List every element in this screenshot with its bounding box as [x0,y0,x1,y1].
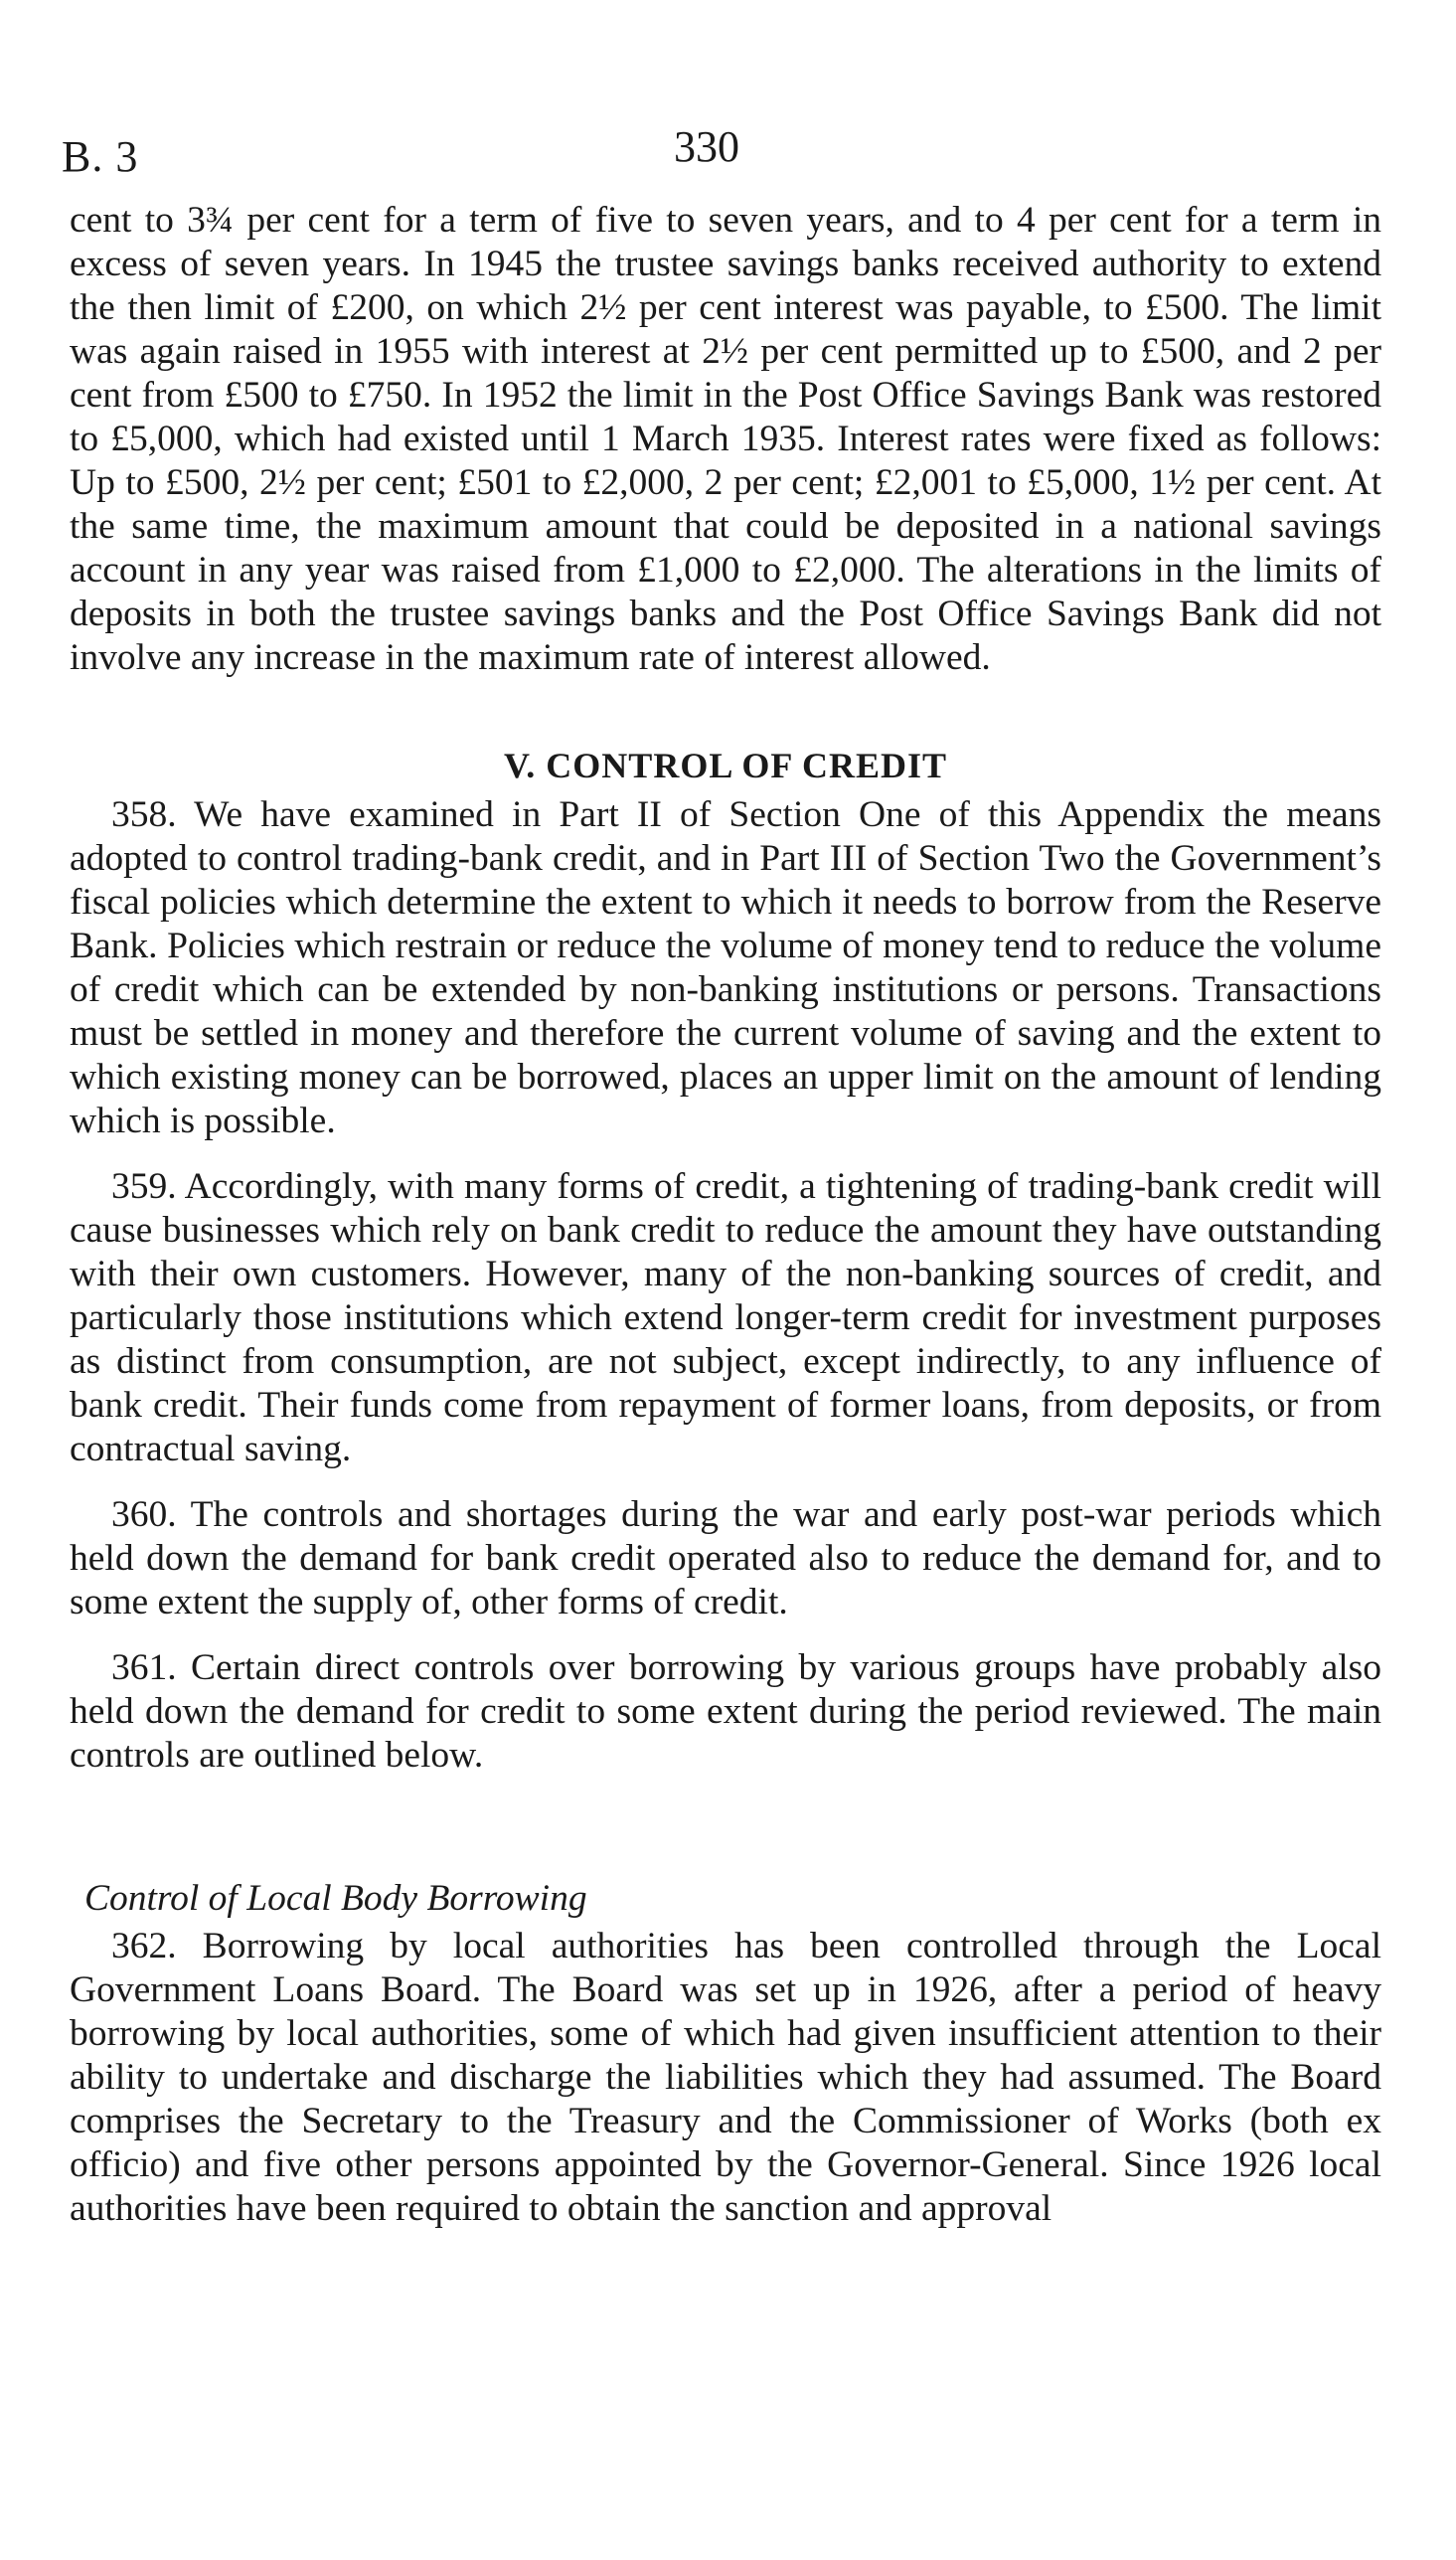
section-heading: V. CONTROL OF CREDIT [503,746,948,785]
page-body [70,199,1381,2231]
paragraph-358: 358. We have examined in Part II of Section One of this Appendix the means adopted to control trading-bank credit, and in Part III of Section Two the Government’s fiscal policies which determine the extent to which it needs to borrow from the Reserve Bank. Policies which restrain or reduce the volume of money tend to reduce the volume of credit which can be extended by non-banking institutions or persons. Transactions must be settled in money and therefore the current volume of saving and the extent to which existing money can be borrowed, places an upper limit on the amount of lending which is possible. [70,794,1381,1141]
paragraph-361: 361. Certain direct controls over borrowing by various groups have probably also held down the demand for credit to some extent during the period reviewed. The main controls are outlined below. [70,1647,1381,1776]
page-number: 330 [674,122,739,171]
paragraph-continued: cent to 3¾ per cent for a term of five to seven years, and to 4 per cent for a term in excess of seven years. In 1945 the trustee savings banks received authority to extend the then limit of £200, on which 2½ per cent interest was payable, to £500. The limit was again raised in 1955 with interest at 2½ per cent permitted up to £500, and 2 per cent from £500 to £750. In 1952 the limit in the Post Office Savings Bank was restored to £5,000, which had existed until 1 March 1935. Interest rates were fixed as follows: Up to £500, 2½ per cent; £501 to £2,000, 2 per cent; £2,001 to £5,000, 1½ per cent. At the same time, the maximum amount that could be deposited in a national savings account in any year was raised from £1,000 to £2,000. The alterations in the limits of deposits in both the trustee savings banks and the Post Office Savings Bank did not involve any increase in the maximum rate of interest allowed. [70,200,1381,678]
paragraph-359: 359. Accordingly, with many forms of credit, a tightening of trading-bank credit will cause businesses which rely on bank credit to reduce the amount they have outstanding with their own customers. However, many of the non-banking sources of credit, and particularly those institutions which extend longer-term credit for investment purposes as distinct from consumption, are not subject, except indirectly, to any influence of bank credit. Their funds come from repayment of former loans, from deposits, or from contractual saving. [70,1166,1381,1469]
subsection-heading: Control of Local Body Borrowing [84,1878,587,1919]
paragraph-360: 360. The controls and shortages during the war and early post-war periods which held down the demand for bank credit operated also to reduce the demand for, and to some extent the supply of, other forms of credit. [70,1494,1381,1622]
document-reference: B. 3 [62,132,139,181]
paragraph-362: 362. Borrowing by local authorities has been controlled through the Local Government Loans Board. The Board was set up in 1926, after a period of heavy borrowing by local authorities, some of which had given insufficient attention to their ability to undertake and discharge the liabilities which they had assumed. The Board comprises the Secretary to the Treasury and the Commissioner of Works (both ex officio) and five other persons appointed by the Governor-General. Since 1926 local authorities have been required to obtain the sanction and approval [70,1926,1381,2229]
